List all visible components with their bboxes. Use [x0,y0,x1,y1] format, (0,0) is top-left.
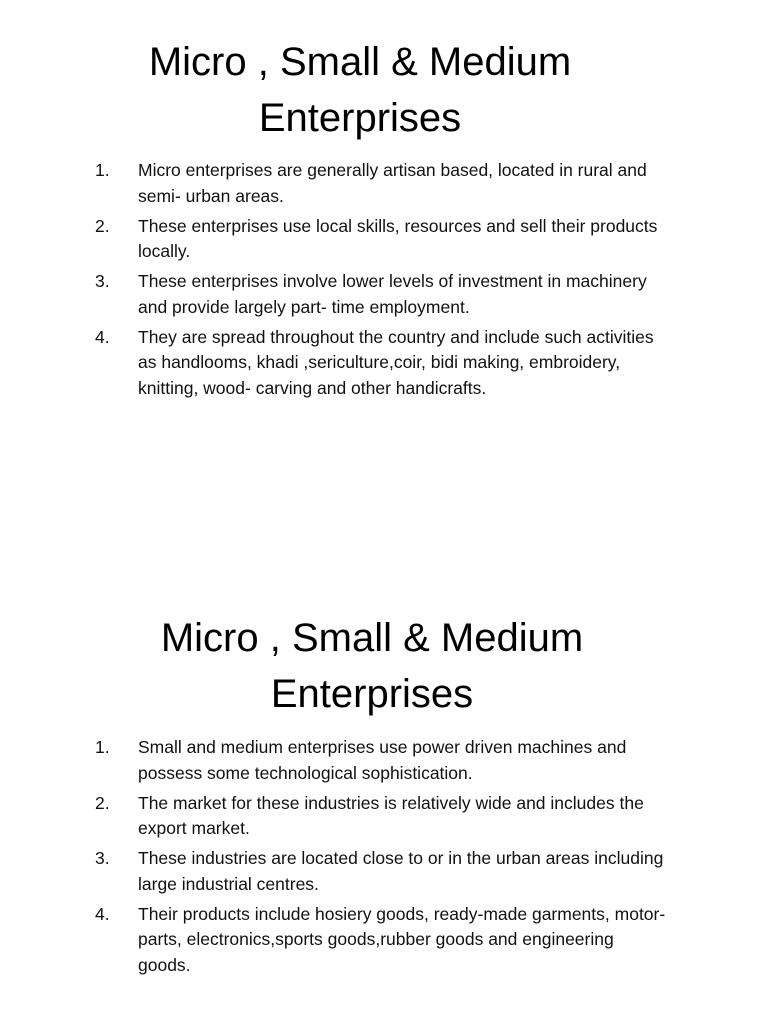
numbered-list [0,158,768,401]
slide-title-line-1: Micro , Small & Medium [148,40,572,84]
list-item [0,325,768,402]
list-item-number: 2. [95,215,110,236]
list-item-text: The market for these industries is relatively wide and includes the export market. [138,792,644,838]
list-item-text: Their products include hosiery goods, ready-made garments, motor-parts, electronics,sports goods,rubber goods and engineering goods. [138,903,666,975]
list-item-number: 3. [95,271,110,291]
list-item-text: These enterprises use local skills, resources and sell their products locally. [138,215,658,261]
list-item-number: 3. [95,848,110,868]
list-item [0,214,768,265]
list-item [0,269,768,320]
slide-1 [0,34,768,406]
list-item-text: Micro enterprises are generally artisan based, located in rural and semi- urban areas. [138,160,647,206]
list-item-text: Small and medium enterprises use power driven machines and possess some technological sophistication. [138,737,627,783]
slide-title [142,610,602,722]
list-item-number: 1. [95,737,110,757]
list-item-number: 2. [95,792,110,813]
list-item-text: These industries are located close to or in the urban areas including large industrial centres. [138,848,664,894]
slide-2 [0,610,768,983]
list-item-text: They are spread throughout the country and include such activities as handlooms, khadi ,sericulture,coir, bidi making, embroidery, knitting, wood- carving and other handicrafts. [138,326,654,398]
numbered-list [0,735,768,978]
slide-title-line-1: Micro , Small & Medium [160,616,584,660]
list-item-number: 1. [95,160,110,180]
list-item-number: 4. [95,903,110,924]
list-item-number: 4. [95,326,110,347]
list-item [0,902,768,979]
slide-title-line-2: Enterprises [258,96,462,140]
list-item [0,846,768,897]
slide-title-line-2: Enterprises [270,672,474,716]
list-item [0,735,768,786]
slide-title [130,34,590,146]
list-item-text: These enterprises involve lower levels of investment in machinery and provide largely part- time employment. [138,271,647,317]
list-item [0,158,768,209]
list-item [0,791,768,842]
